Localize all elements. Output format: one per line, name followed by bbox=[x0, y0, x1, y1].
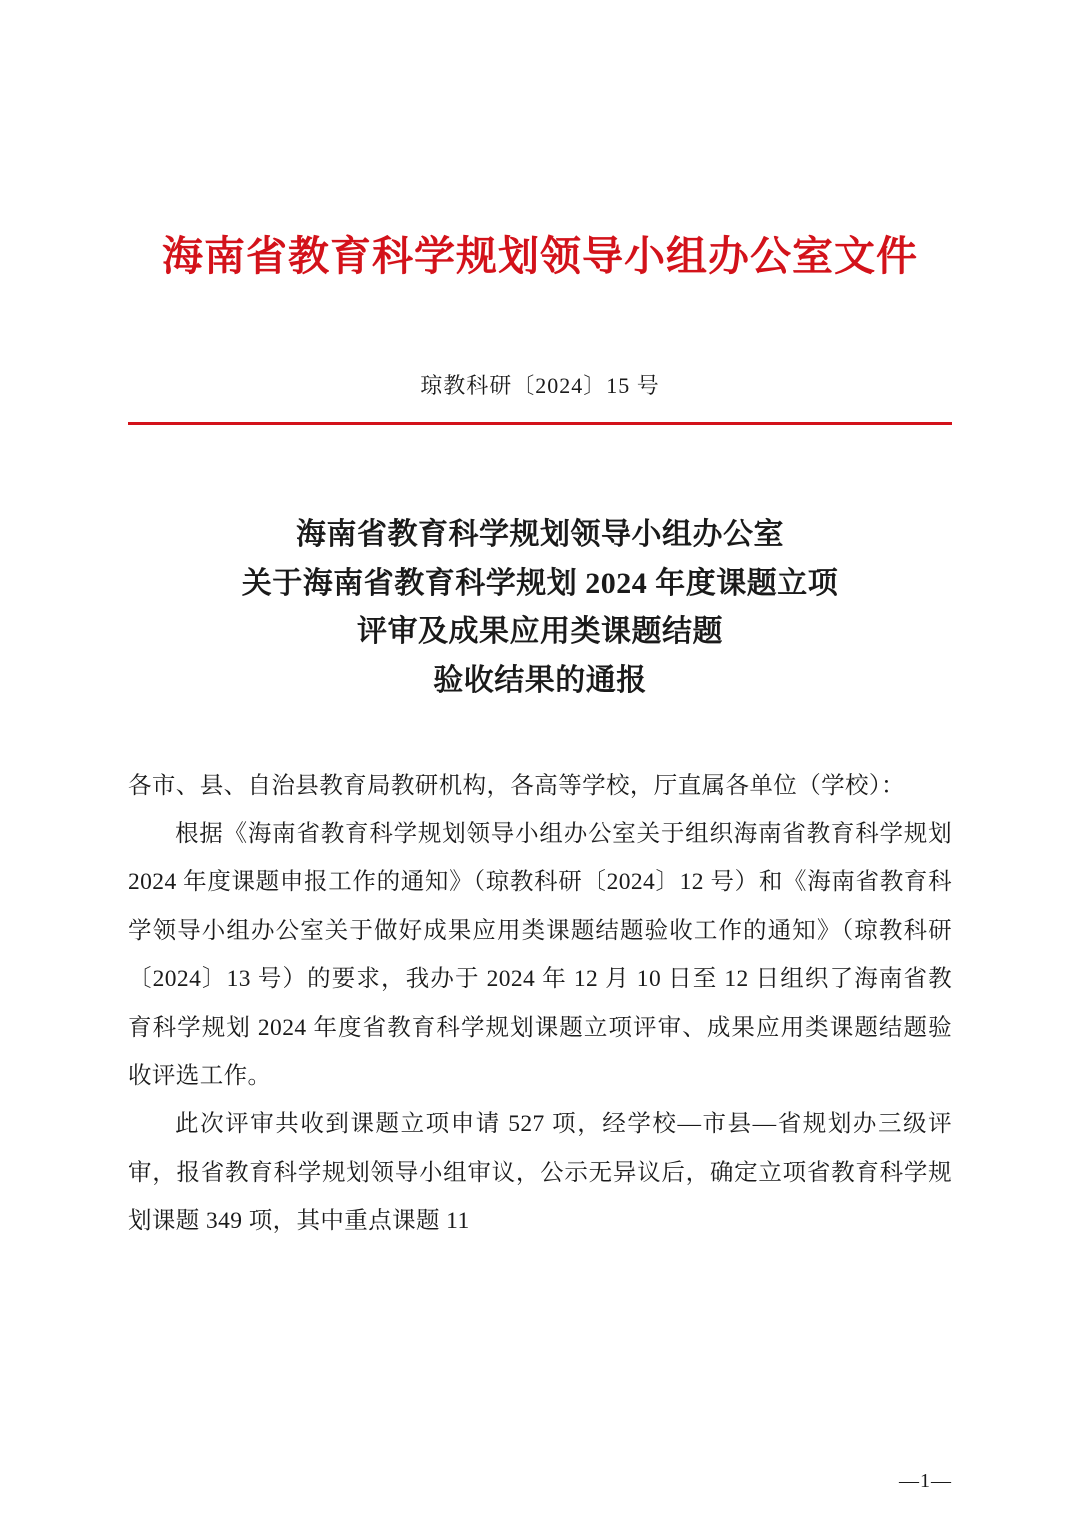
page-number: —1— bbox=[899, 1470, 952, 1492]
paragraph-basis: 根据《海南省教育科学规划领导小组办公室关于组织海南省教育科学规划 2024 年度课题申报工作的通知》（琼教科研〔2024〕12 号）和《海南省教育科学领导小组办公室关于做好成果应用类课题结题验收工作的通知》（琼教科研〔2024〕13 号）的要求，我办于 2024 年 12 月 10 日至 12 日组织了海南省教育科学规划 2024 年度省教育科学规划课题立项评审、成果应用类课题结题验收评选工作。 bbox=[128, 820, 952, 1089]
document-title-line-4: 验收结果的通报 bbox=[433, 663, 647, 697]
document-title bbox=[128, 511, 952, 705]
document-title-line-1: 海南省教育科学规划领导小组办公室 bbox=[296, 518, 784, 552]
letterhead bbox=[128, 0, 952, 281]
red-divider-rule bbox=[128, 422, 952, 425]
document-number: 琼教科研〔2024〕15 号 bbox=[420, 373, 660, 399]
document-title-line-2: 关于海南省教育科学规划 2024 年度课题立项 bbox=[241, 566, 839, 600]
paragraph-results: 此次评审共收到课题立项申请 527 项，经学校—市县—省规划办三级评审，报省教育科学规划领导小组审议，公示无异议后，确定立项省教育科学规划课题 349 项，其中重点课题 11 bbox=[128, 1111, 952, 1235]
document-body bbox=[128, 762, 952, 1246]
document-title-line-3: 评审及成果应用类课题结题 bbox=[357, 615, 723, 649]
paragraph-addressee: 各市、县、自治县教育局教研机构，各高等学校，厅直属各单位（学校）： bbox=[128, 772, 905, 799]
letterhead-title: 海南省教育科学规划领导小组办公室文件 bbox=[162, 233, 918, 279]
